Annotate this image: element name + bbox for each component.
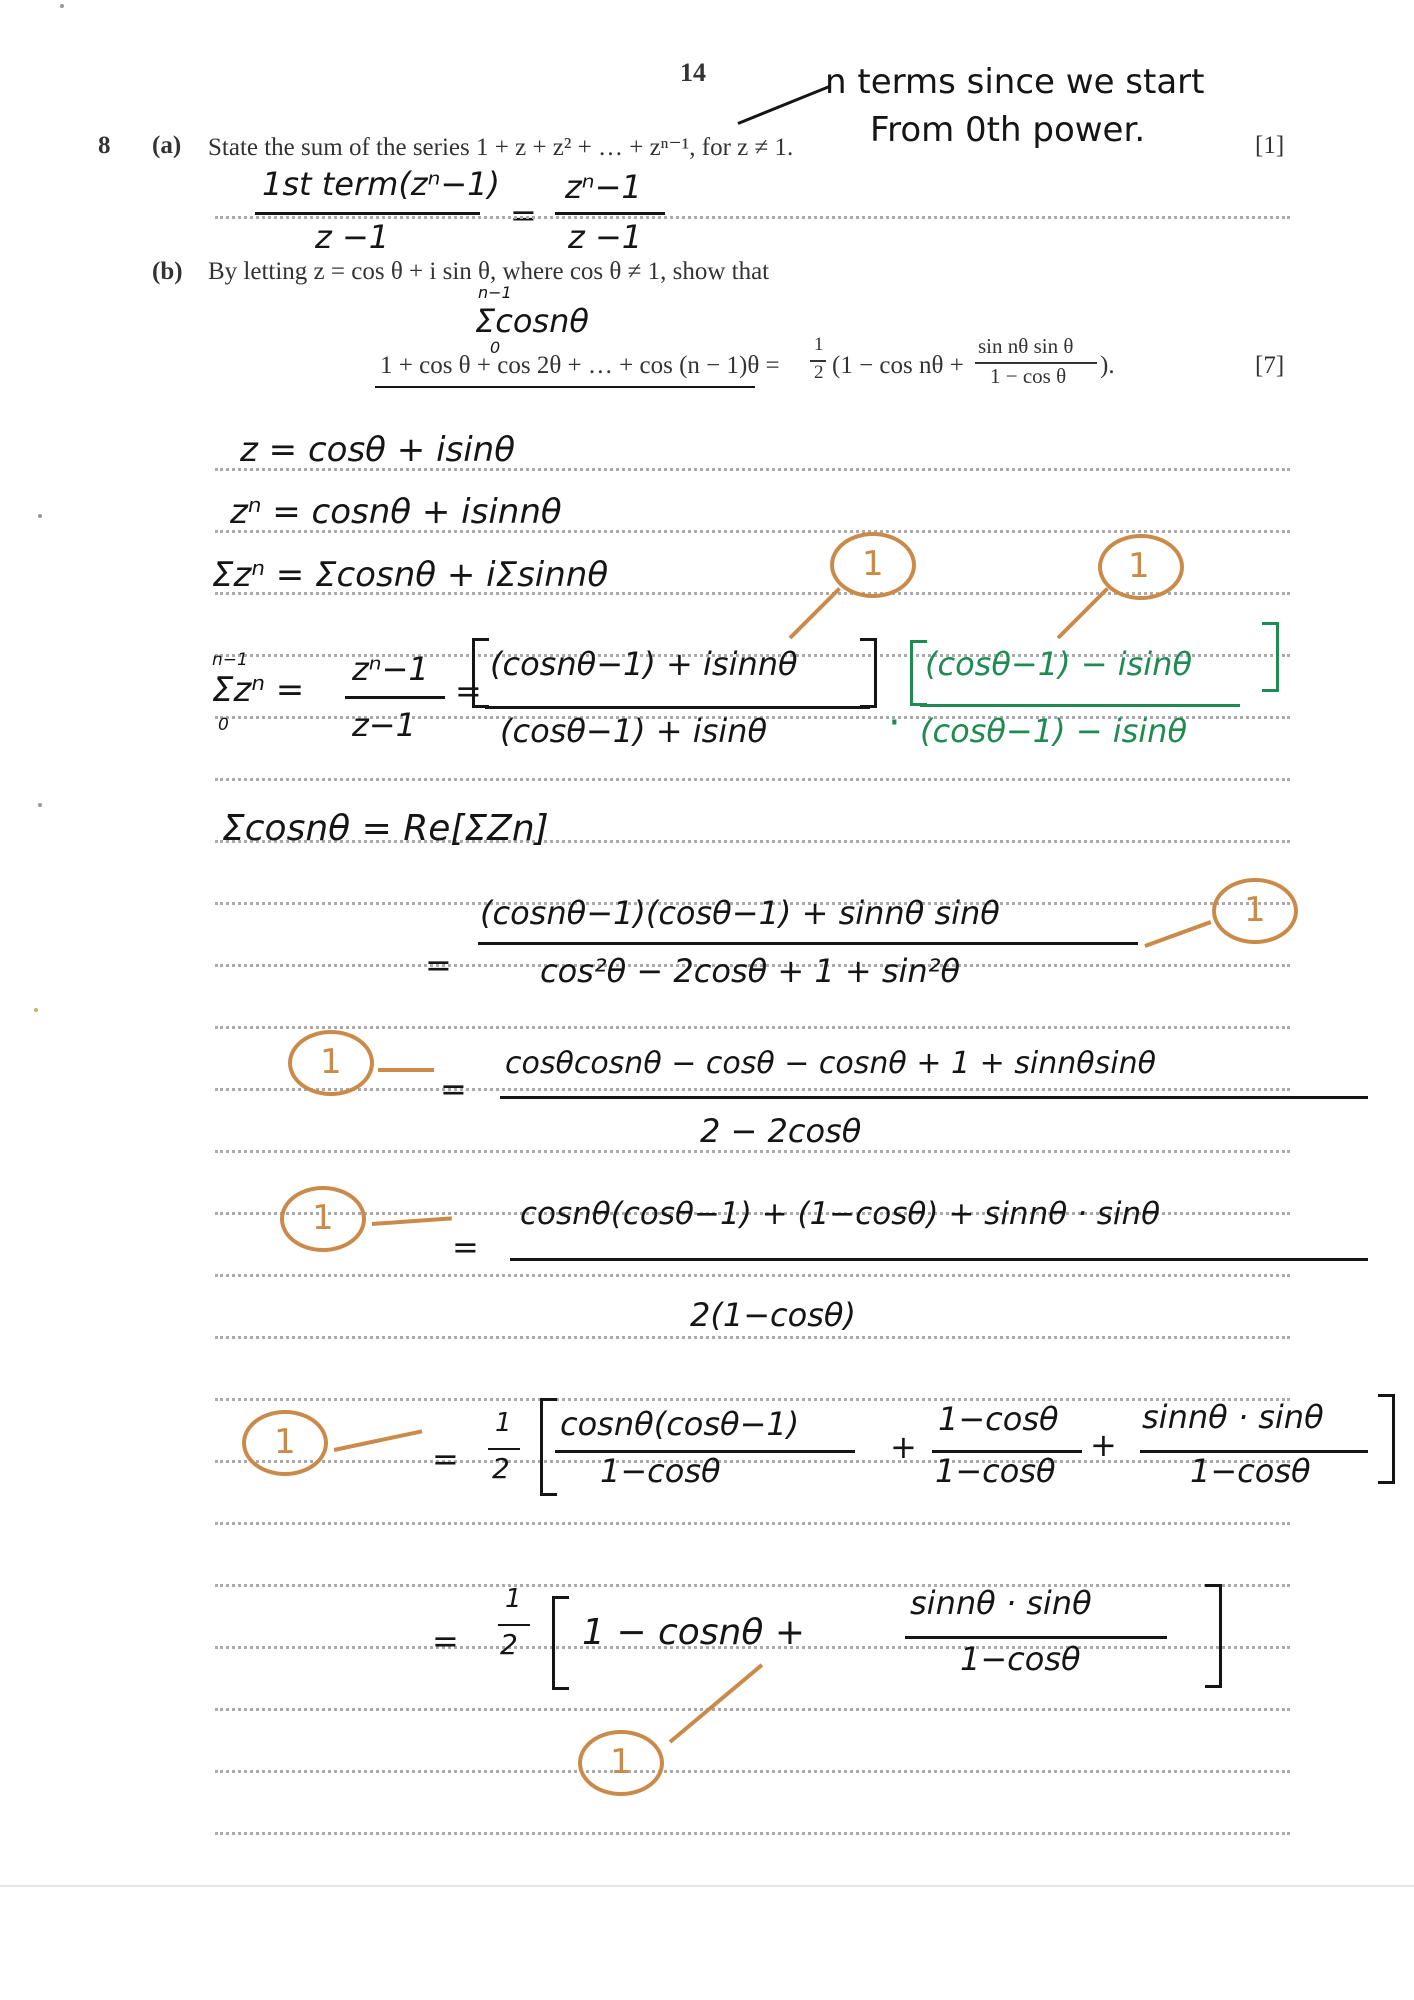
line4-bracket-close	[860, 638, 877, 708]
answer-line	[215, 1770, 1290, 1773]
part-b-label: (b)	[152, 258, 183, 285]
margin-dot	[60, 4, 64, 8]
line10-bracket-open	[552, 1596, 569, 1690]
answer-line	[215, 1088, 1290, 1091]
answer-line	[215, 1832, 1290, 1835]
tick-connector	[378, 1068, 434, 1072]
part-a-fraction-line-right	[555, 212, 665, 215]
line4-eq: =	[455, 672, 482, 710]
tick-mark: 1	[610, 1742, 632, 1782]
answer-line	[215, 1398, 1290, 1401]
line9-t3-den: 1−cosθ	[1190, 1452, 1311, 1490]
line9-half-line	[488, 1448, 520, 1450]
working-line-1: z = cosθ + isinθ	[240, 430, 516, 470]
line4-frac1-num: zⁿ−1	[352, 650, 429, 688]
tick-connector	[372, 1216, 452, 1226]
line4-frac3-num: (cosθ−1) − isinθ	[925, 645, 1193, 683]
tick-mark: 1	[1244, 890, 1266, 930]
working-line-5: Σcosnθ = Re[ΣZn]	[222, 808, 549, 849]
working-line-2: zⁿ = cosnθ + isinnθ	[230, 492, 562, 532]
part-a-answer-den-right: z −1	[568, 218, 643, 256]
line7-frac-line	[500, 1096, 1368, 1099]
part-b-question: By letting z = cos θ + i sin θ, where cos θ ≠ 1, show that	[208, 258, 770, 285]
page-number: 14	[680, 58, 706, 87]
line8-den: 2(1−cosθ)	[690, 1296, 856, 1334]
tick-mark: 1	[274, 1422, 296, 1462]
line4-sum-top: n−1	[212, 650, 248, 670]
identity-left-side: 1 + cos θ + cos 2θ + … + cos (n − 1)θ =	[380, 352, 780, 379]
part-a-answer-equals: =	[510, 196, 537, 234]
line9-t2-den: 1−cosθ	[935, 1452, 1056, 1490]
answer-line	[215, 1274, 1290, 1277]
line9-eq: =	[432, 1440, 459, 1478]
line10-frac-den: 1−cosθ	[960, 1640, 1081, 1678]
answer-line	[215, 1522, 1290, 1525]
identity-half-den: 2	[814, 362, 824, 383]
line4-frac3-den: (cosθ−1) − isinθ	[920, 712, 1188, 750]
answer-line	[215, 1026, 1290, 1029]
identity-underline	[375, 386, 755, 388]
line4-frac1-den: z−1	[352, 706, 416, 744]
identity-half-num: 1	[814, 334, 824, 355]
part-a-answer-den-left: z −1	[315, 218, 390, 256]
line4-frac2-line	[485, 706, 870, 709]
part-b-marks: [7]	[1255, 352, 1285, 379]
tick-mark: 1	[1128, 546, 1150, 586]
line10-half-den: 2	[500, 1628, 518, 1661]
working-line-3: Σzⁿ = Σcosnθ + iΣsinnθ	[212, 555, 609, 595]
line10-eq: =	[432, 1622, 459, 1660]
answer-line	[215, 1150, 1290, 1153]
line6-den: cos²θ − 2cosθ + 1 + sin²θ	[540, 952, 961, 990]
line4-frac3-line	[920, 704, 1240, 707]
line10-bracket-close	[1205, 1584, 1222, 1688]
line8-eq: =	[452, 1228, 479, 1266]
line9-plus1: +	[890, 1428, 917, 1466]
tick-connector	[669, 1663, 763, 1743]
answer-line	[215, 1708, 1290, 1711]
tick-mark: 1	[862, 544, 884, 584]
line6-num: (cosnθ−1)(cosθ−1) + sinnθ sinθ	[480, 894, 1000, 932]
line9-plus2: +	[1090, 1426, 1117, 1464]
identity-open: (1 − cos nθ +	[832, 352, 964, 379]
line4-dot: ·	[888, 700, 901, 746]
line6-eq: =	[425, 946, 452, 984]
tick-connector	[1144, 920, 1211, 948]
part-a-answer-num-right: zⁿ−1	[565, 168, 642, 206]
line4-frac2-num: (cosnθ−1) + isinnθ	[490, 645, 798, 683]
line10-frac-line	[905, 1636, 1167, 1639]
identity-fraction-num: sin nθ sin θ	[978, 334, 1074, 358]
annotation-arrow	[737, 85, 831, 125]
line9-t1-num: cosnθ(cosθ−1)	[560, 1405, 800, 1443]
line4-frac2-den: (cosθ−1) + isinθ	[500, 712, 768, 750]
answer-line	[215, 216, 1290, 219]
part-a-question: State the sum of the series 1 + z + z² + … + zⁿ⁻¹, for z ≠ 1.	[208, 134, 794, 161]
part-a-fraction-line-left	[255, 212, 480, 215]
line4-green-bracket-close	[1262, 622, 1279, 692]
line10-half-line	[498, 1624, 530, 1626]
line9-bracket-close	[1378, 1394, 1395, 1484]
sum-label-body: Σcosnθ	[475, 302, 589, 340]
line7-den: 2 − 2cosθ	[700, 1112, 862, 1150]
line9-t2-num: 1−cosθ	[938, 1400, 1059, 1438]
line8-frac-line	[510, 1258, 1368, 1261]
margin-dot	[38, 803, 42, 807]
part-a-answer-num-left: 1st term(zⁿ−1)	[262, 165, 501, 203]
line4-frac1-line	[345, 696, 445, 699]
tick-mark: 1	[312, 1198, 334, 1238]
answer-line	[215, 1584, 1290, 1587]
sum-label-top: n−1	[478, 283, 512, 302]
identity-fraction-den: 1 − cos θ	[990, 364, 1067, 388]
answer-line	[215, 778, 1290, 781]
line10-frac-num: sinnθ · sinθ	[910, 1584, 1092, 1622]
line7-num: cosθcosnθ − cosθ − cosnθ + 1 + sinnθsinθ	[505, 1046, 1156, 1081]
answer-line	[215, 1336, 1290, 1339]
annotation-n-terms: n terms since we start	[825, 62, 1205, 102]
line4-sum: Σzⁿ =	[212, 670, 305, 710]
annotation-zeroth-power: From 0th power.	[870, 110, 1146, 150]
tick-mark: 1	[320, 1042, 342, 1082]
answer-line	[215, 1460, 1290, 1463]
line7-eq: =	[440, 1070, 467, 1108]
line9-t1-den: 1−cosθ	[600, 1452, 721, 1490]
line9-half-den: 2	[492, 1452, 510, 1485]
margin-dot	[34, 1008, 38, 1012]
identity-close: ).	[1100, 352, 1115, 379]
line4-bracket-open	[472, 638, 489, 708]
scan-bottom-edge	[0, 1885, 1414, 1887]
line9-t3-num: sinnθ · sinθ	[1142, 1398, 1324, 1436]
line8-num: cosnθ(cosθ−1) + (1−cosθ) + sinnθ · sinθ	[520, 1196, 1161, 1232]
line10-main: 1 − cosnθ +	[582, 1612, 805, 1653]
margin-dot	[38, 514, 42, 518]
line9-bracket-open	[540, 1398, 557, 1496]
question-number: 8	[98, 132, 111, 159]
sum-label-bottom: 0	[490, 338, 501, 357]
part-a-label: (a)	[152, 132, 182, 159]
part-a-marks: [1]	[1255, 132, 1285, 159]
line9-half-num: 1	[495, 1408, 512, 1438]
line6-frac-line	[478, 942, 1138, 945]
line10-half-num: 1	[505, 1584, 522, 1614]
tick-connector	[334, 1429, 423, 1452]
line4-sum-bottom: 0	[218, 715, 229, 735]
